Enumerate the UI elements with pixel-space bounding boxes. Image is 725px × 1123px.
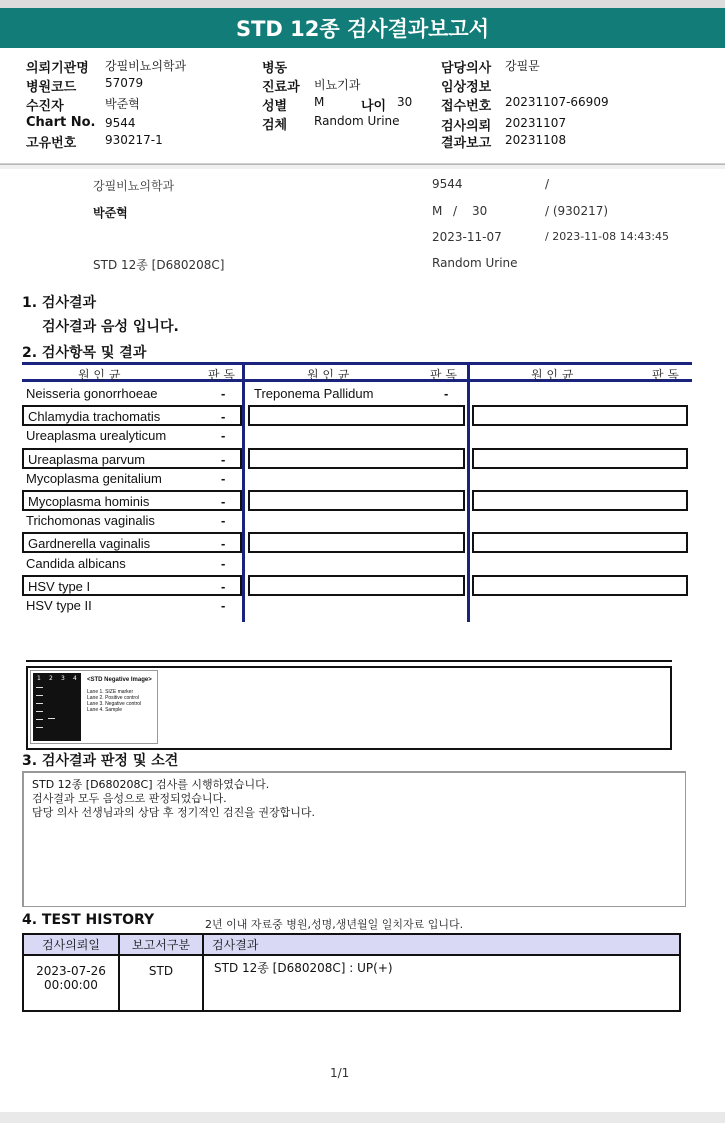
table-row: [22, 532, 242, 553]
section4-heading: 4. TEST HISTORY: [22, 912, 155, 928]
label-doctor: 담당의사: [441, 61, 492, 76]
pathogen-result: -: [221, 494, 226, 509]
gel-legend-line: Lane 3. Negative control: [87, 701, 142, 707]
grid-divider-2: [467, 362, 470, 622]
opinion-line: STD 12종 [D680208C] 검사를 시행하였습니다.: [32, 778, 270, 791]
report-header: [0, 48, 725, 164]
info-id-short: / (930217): [545, 204, 609, 218]
gel-band: [36, 703, 43, 704]
pathogen-result: -: [221, 428, 226, 443]
value-sex: M: [314, 95, 325, 109]
pathogen-name: Neisseria gonorrhoeae: [26, 386, 158, 401]
label-sex: 성별: [262, 99, 288, 114]
value-specimen: Random Urine: [314, 114, 400, 128]
value-receipt-number: 20231107-66909: [505, 95, 609, 109]
gel-top-rule: [26, 660, 672, 662]
history-result: STD 12종 [D680208C] : UP(+): [203, 955, 680, 1011]
pathogen-result: -: [221, 409, 226, 424]
value-hospital-code: 57079: [105, 76, 144, 90]
table-row: [22, 384, 242, 405]
gel-lane-label: 4: [73, 675, 77, 682]
pathogen-name: Mycoplasma hominis: [28, 494, 150, 509]
info-patient: 박준혁: [93, 206, 128, 220]
value-patient: 박준혁: [105, 97, 140, 111]
gel-band: [36, 727, 43, 728]
pathogen-result: -: [221, 471, 226, 486]
history-date: 2023-07-26: [36, 964, 106, 978]
table-row: [22, 448, 242, 469]
label-chart-no: Chart No.: [26, 115, 96, 130]
history-col-result: 검사결과: [203, 934, 680, 955]
opinion-line: 담당 의사 선생님과의 상담 후 정기적인 검진을 권장합니다.: [32, 806, 315, 819]
info-test-name: STD 12종 [D680208C]: [93, 258, 225, 272]
history-date-cell: [23, 955, 119, 1011]
empty-result-cell: [472, 575, 688, 596]
pathogen-name: Ureaplasma urealyticum: [26, 428, 167, 443]
table-row: [22, 469, 242, 490]
empty-result-cell: [248, 405, 465, 426]
footer-bar: [0, 1112, 725, 1123]
history-table: [22, 933, 681, 1012]
label-request-date: 검사의뢰: [441, 119, 492, 134]
gel-electrophoresis-image: [30, 670, 158, 744]
gel-band: [36, 695, 43, 696]
info-report-date: / 2023-11-08 14:43:45: [545, 230, 670, 243]
col1-pathogen-header: 원 인 균: [78, 368, 121, 382]
value-unique-number: 930217-1: [105, 133, 163, 147]
empty-result-cell: [472, 405, 688, 426]
pathogen-name: Treponema Pallidum: [254, 386, 374, 401]
opinion-line: 검사결과 모두 음성으로 판정되었습니다.: [32, 792, 227, 805]
label-unique-number: 고유번호: [26, 136, 77, 151]
pathogen-name: HSV type I: [28, 579, 91, 594]
info-slash: /: [545, 177, 550, 191]
grid-top-line: [22, 362, 692, 365]
label-report-date: 결과보고: [441, 136, 492, 151]
gel-band: [36, 711, 43, 712]
section3-heading: 3. 검사결과 판정 및 소견: [22, 753, 179, 769]
empty-result-cell: [248, 532, 465, 553]
col2-result-header: 판 독: [430, 368, 457, 382]
gel-legend-line: Lane 4. Sample: [87, 707, 123, 713]
gel-legend-title: <STD Negative Image>: [87, 677, 152, 683]
pathogen-result: -: [221, 513, 226, 528]
grid-divider-1: [242, 362, 245, 622]
value-doctor: 강필문: [505, 59, 540, 73]
empty-result-cell: [248, 575, 465, 596]
info-sex-age-separator: /: [453, 204, 458, 218]
empty-result-cell: [472, 532, 688, 553]
report-title: STD 12종 검사결과보고서: [0, 8, 725, 48]
pathogen-result: -: [221, 579, 226, 594]
pathogen-name: HSV type II: [26, 598, 92, 613]
header-divider: [0, 164, 725, 169]
table-row: [22, 575, 242, 596]
empty-result-cell: [472, 490, 688, 511]
label-receipt-number: 접수번호: [441, 99, 492, 114]
label-age: 나이: [361, 99, 387, 114]
section1-heading: 1. 검사결과: [22, 295, 97, 311]
value-report-date: 20231108: [505, 133, 567, 147]
pathogen-result: -: [221, 536, 226, 551]
table-row: [22, 596, 242, 617]
pathogen-result: -: [444, 386, 449, 401]
gel-band: [48, 718, 55, 719]
label-patient: 수진자: [26, 99, 64, 114]
label-department: 진료과: [262, 80, 300, 95]
empty-result-cell: [472, 448, 688, 469]
history-note: 2년 이내 자료중 병원,성명,생년월일 일치자료 입니다.: [205, 918, 464, 931]
pathogen-name: Ureaplasma parvum: [28, 452, 146, 467]
info-sex: M: [432, 204, 443, 218]
pathogen-result: -: [221, 452, 226, 467]
pathogen-result: -: [221, 556, 226, 571]
info-clinic: 강필비뇨의학과: [93, 179, 175, 193]
value-age: 30: [397, 95, 413, 109]
value-requesting-institution: 강필비뇨의학과: [105, 59, 187, 73]
col1-result-header: 판 독: [208, 368, 235, 382]
label-specimen: 검체: [262, 118, 288, 133]
grid-header-line: [22, 379, 692, 382]
gel-lane-label: 1: [37, 675, 41, 682]
page-number: 1/1: [330, 1066, 350, 1080]
opinion-box: [22, 771, 686, 907]
pathogen-name: Mycoplasma genitalium: [26, 471, 162, 486]
gel-lanes: [33, 673, 81, 741]
label-requesting-institution: 의뢰기관명: [26, 61, 89, 76]
info-specimen: Random Urine: [432, 256, 518, 270]
empty-result-cell: [248, 448, 465, 469]
gel-lane-label: 2: [49, 675, 53, 682]
top-bar: [0, 0, 725, 8]
info-request-date: 2023-11-07: [432, 230, 502, 244]
value-request-date: 20231107: [505, 116, 567, 130]
pathogen-name: Candida albicans: [26, 556, 126, 571]
pathogen-result: -: [221, 598, 226, 613]
table-row: [22, 426, 242, 447]
results-grid: [22, 362, 692, 622]
col3-pathogen-header: 원 인 균: [531, 368, 574, 382]
pathogen-name: Trichomonas vaginalis: [26, 513, 155, 528]
col3-result-header: 판 독: [652, 368, 679, 382]
gel-band: [36, 719, 43, 720]
gel-lane-label: 3: [61, 675, 65, 682]
pathogen-result: -: [221, 386, 226, 401]
col2-row-treponema: [250, 384, 464, 405]
gel-band: [36, 687, 43, 688]
info-age: 30: [472, 204, 488, 218]
col2-pathogen-header: 원 인 균: [307, 368, 350, 382]
section2-heading: 2. 검사항목 및 결과: [22, 345, 147, 361]
table-row: [22, 511, 242, 532]
table-row: [22, 554, 242, 575]
history-col-date: 검사의뢰일: [23, 934, 119, 955]
empty-result-cell: [248, 490, 465, 511]
table-row: [23, 955, 680, 1011]
gel-legend-line: Lane 2. Positive control: [87, 695, 139, 701]
table-row: [22, 405, 242, 426]
table-row: [22, 490, 242, 511]
value-chart-no: 9544: [105, 116, 136, 130]
value-department: 비뇨기과: [314, 78, 361, 92]
history-type: STD: [119, 955, 203, 1011]
label-ward: 병동: [262, 61, 288, 76]
pathogen-name: Chlamydia trachomatis: [28, 409, 161, 424]
info-chart: 9544: [432, 177, 463, 191]
label-clinical-info: 임상정보: [441, 80, 492, 95]
history-time: 00:00:00: [44, 978, 98, 992]
label-hospital-code: 병원코드: [26, 80, 77, 95]
section1-summary: 검사결과 음성 입니다.: [42, 319, 179, 335]
gel-legend-line: Lane 1. SIZE marker: [87, 689, 134, 695]
history-col-type: 보고서구분: [119, 934, 203, 955]
pathogen-name: Gardnerella vaginalis: [28, 536, 151, 551]
